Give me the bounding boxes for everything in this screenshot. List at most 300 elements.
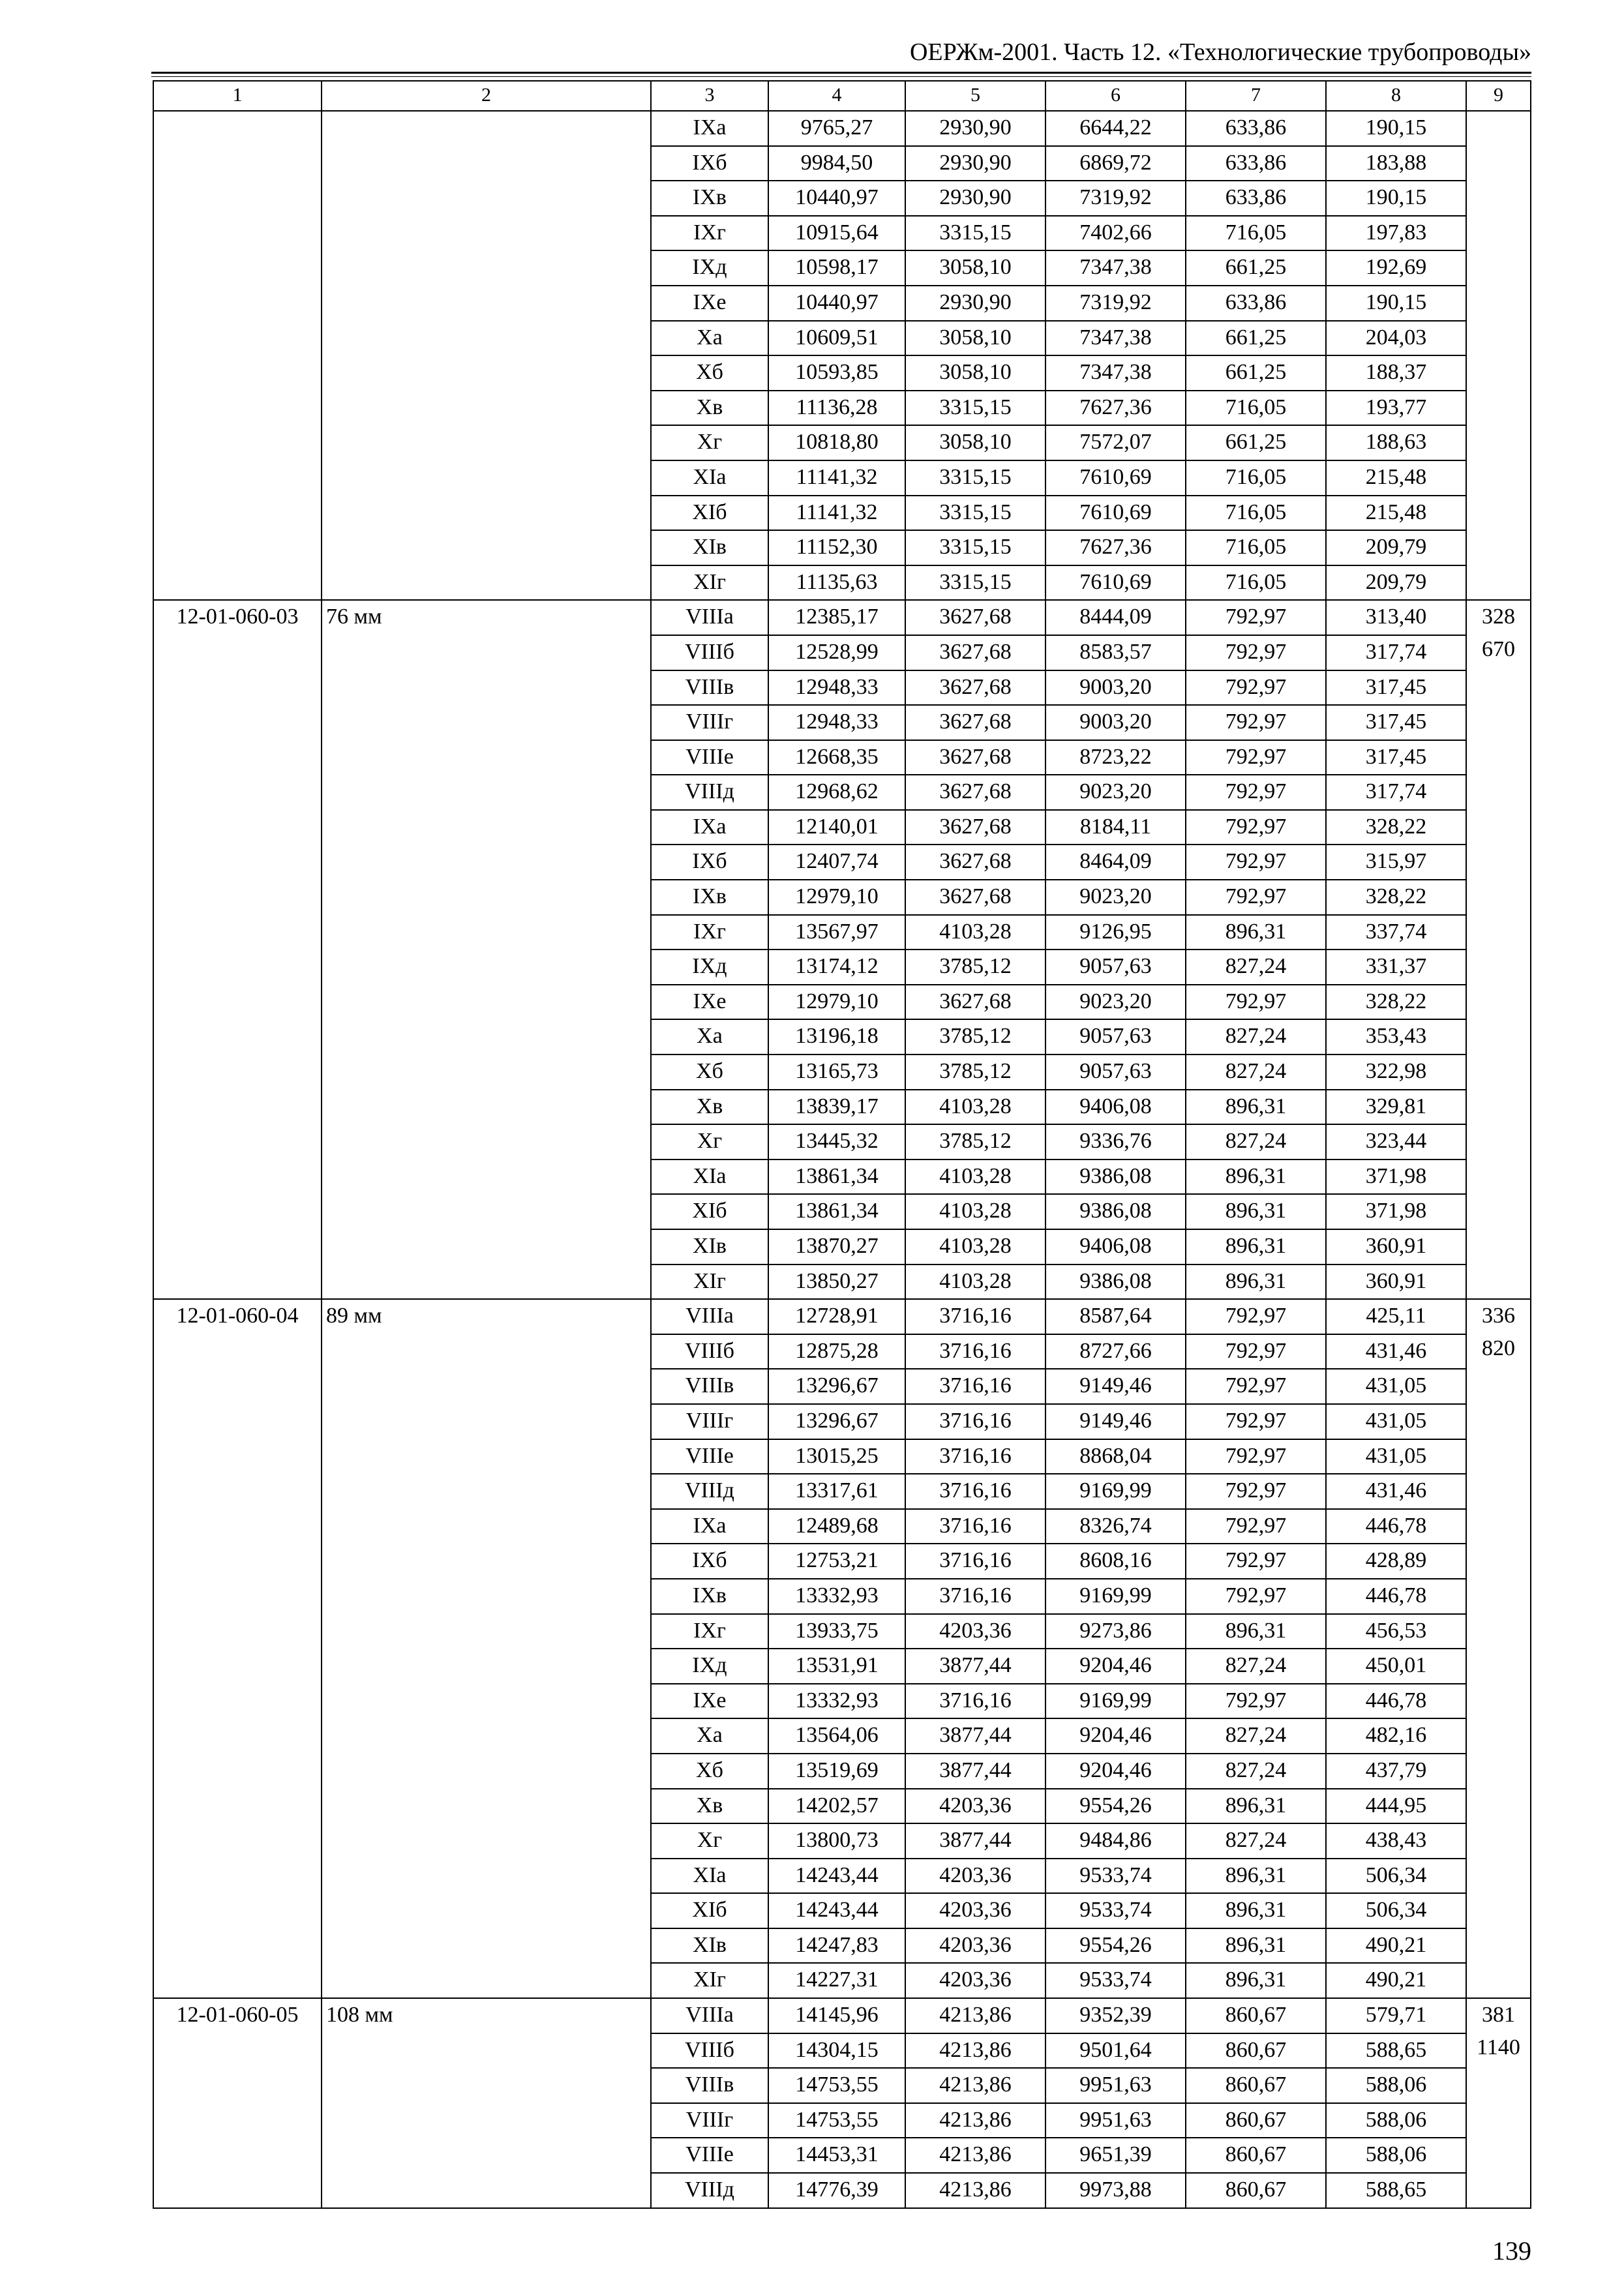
- zone-cell: IXд: [651, 250, 768, 286]
- value-cell: 716,05: [1186, 496, 1326, 531]
- value-cell: 9973,88: [1045, 2173, 1186, 2208]
- value-cell: 190,15: [1326, 111, 1466, 146]
- value-cell: 716,05: [1186, 565, 1326, 601]
- zone-cell: IXе: [651, 286, 768, 321]
- zone-cell: IXа: [651, 1509, 768, 1544]
- value-cell: 7402,66: [1045, 216, 1186, 251]
- value-cell: 792,97: [1186, 1509, 1326, 1544]
- value-cell: 9149,46: [1045, 1369, 1186, 1404]
- value-cell: 13839,17: [768, 1090, 905, 1125]
- value-cell: 860,67: [1186, 1998, 1326, 2033]
- value-cell: 792,97: [1186, 740, 1326, 775]
- value-cell: 3627,68: [905, 985, 1045, 1020]
- value-cell: 13564,06: [768, 1718, 905, 1754]
- value-cell: 331,37: [1326, 950, 1466, 985]
- value-cell: 328,22: [1326, 810, 1466, 845]
- value-cell: 10440,97: [768, 286, 905, 321]
- zone-cell: Xб: [651, 1055, 768, 1090]
- zone-cell: Xа: [651, 321, 768, 356]
- value-cell: 633,86: [1186, 111, 1326, 146]
- value-cell: 13531,91: [768, 1649, 905, 1684]
- value-cell: 827,24: [1186, 950, 1326, 985]
- value-cell: 450,01: [1326, 1649, 1466, 1684]
- value-cell: 3877,44: [905, 1649, 1045, 1684]
- zone-cell: IXд: [651, 1649, 768, 1684]
- table-row: [153, 1299, 1531, 1334]
- value-cell: 8608,16: [1045, 1544, 1186, 1579]
- zone-cell: VIIIв: [651, 2068, 768, 2103]
- zone-cell: XIг: [651, 565, 768, 601]
- value-cell: 13519,69: [768, 1754, 905, 1789]
- value-cell: 3716,16: [905, 1299, 1045, 1334]
- value-cell: 3627,68: [905, 880, 1045, 915]
- value-cell: 3315,15: [905, 216, 1045, 251]
- value-cell: 446,78: [1326, 1579, 1466, 1614]
- zone-cell: IXб: [651, 146, 768, 181]
- value-cell: 425,11: [1326, 1299, 1466, 1334]
- value-cell: 4203,36: [905, 1928, 1045, 1964]
- note-cell: [1466, 600, 1531, 1299]
- value-cell: 3315,15: [905, 496, 1045, 531]
- zone-cell: XIа: [651, 1859, 768, 1894]
- value-cell: 12668,35: [768, 740, 905, 775]
- value-cell: 360,91: [1326, 1264, 1466, 1300]
- column-number: 3: [651, 81, 768, 111]
- value-cell: 3315,15: [905, 565, 1045, 601]
- value-cell: 431,05: [1326, 1439, 1466, 1474]
- value-cell: 431,46: [1326, 1474, 1466, 1509]
- value-cell: 14243,44: [768, 1893, 905, 1928]
- value-cell: 9023,20: [1045, 880, 1186, 915]
- value-cell: 7627,36: [1045, 391, 1186, 426]
- value-cell: 431,05: [1326, 1404, 1466, 1439]
- value-cell: 4203,36: [905, 1963, 1045, 1998]
- value-cell: 4213,86: [905, 2033, 1045, 2069]
- zone-cell: IXг: [651, 216, 768, 251]
- value-cell: 9554,26: [1045, 1789, 1186, 1824]
- value-cell: 4103,28: [905, 1194, 1045, 1229]
- value-cell: 4203,36: [905, 1859, 1045, 1894]
- value-cell: 12140,01: [768, 810, 905, 845]
- value-cell: 188,37: [1326, 355, 1466, 391]
- zone-cell: Xб: [651, 1754, 768, 1789]
- value-cell: 716,05: [1186, 216, 1326, 251]
- zone-cell: XIг: [651, 1963, 768, 1998]
- value-cell: 14453,31: [768, 2138, 905, 2173]
- value-cell: 792,97: [1186, 1579, 1326, 1614]
- zone-cell: Xа: [651, 1019, 768, 1055]
- value-cell: 7572,07: [1045, 425, 1186, 460]
- value-cell: 12979,10: [768, 985, 905, 1020]
- value-cell: 446,78: [1326, 1509, 1466, 1544]
- value-cell: 4103,28: [905, 1090, 1045, 1125]
- column-number: 4: [768, 81, 905, 111]
- value-cell: 3785,12: [905, 1019, 1045, 1055]
- value-cell: 3785,12: [905, 1055, 1045, 1090]
- note-line: 336: [1482, 1304, 1515, 1328]
- value-cell: 4103,28: [905, 915, 1045, 950]
- value-cell: 12979,10: [768, 880, 905, 915]
- value-cell: 4203,36: [905, 1893, 1045, 1928]
- zone-cell: VIIIв: [651, 1369, 768, 1404]
- value-cell: 7610,69: [1045, 565, 1186, 601]
- zone-cell: Xа: [651, 1718, 768, 1754]
- value-cell: 661,25: [1186, 355, 1326, 391]
- value-cell: 7319,92: [1045, 286, 1186, 321]
- note-line: 381: [1482, 2003, 1515, 2027]
- value-cell: 9386,08: [1045, 1264, 1186, 1300]
- value-cell: 313,40: [1326, 600, 1466, 635]
- value-cell: 896,31: [1186, 1159, 1326, 1195]
- value-cell: 3716,16: [905, 1544, 1045, 1579]
- value-cell: 322,98: [1326, 1055, 1466, 1090]
- value-cell: 9533,74: [1045, 1963, 1186, 1998]
- value-cell: 3627,68: [905, 775, 1045, 810]
- value-cell: 9149,46: [1045, 1404, 1186, 1439]
- value-cell: 353,43: [1326, 1019, 1466, 1055]
- value-cell: 896,31: [1186, 1264, 1326, 1300]
- value-cell: 792,97: [1186, 705, 1326, 740]
- zone-cell: VIIIа: [651, 1299, 768, 1334]
- value-cell: 3716,16: [905, 1404, 1045, 1439]
- value-cell: 10915,64: [768, 216, 905, 251]
- value-cell: 3058,10: [905, 250, 1045, 286]
- value-cell: 317,74: [1326, 635, 1466, 670]
- zone-cell: VIIIа: [651, 600, 768, 635]
- value-cell: 3627,68: [905, 600, 1045, 635]
- value-cell: 12948,33: [768, 705, 905, 740]
- value-cell: 4213,86: [905, 2173, 1045, 2208]
- value-cell: 3716,16: [905, 1509, 1045, 1544]
- value-cell: 8464,09: [1045, 845, 1186, 880]
- value-cell: 317,45: [1326, 740, 1466, 775]
- zone-cell: XIг: [651, 1264, 768, 1300]
- zone-cell: VIIIб: [651, 635, 768, 670]
- value-cell: 8326,74: [1045, 1509, 1186, 1544]
- zone-cell: IXб: [651, 1544, 768, 1579]
- value-cell: 8727,66: [1045, 1334, 1186, 1369]
- value-cell: 8583,57: [1045, 635, 1186, 670]
- value-cell: 827,24: [1186, 1718, 1326, 1754]
- zone-cell: VIIIб: [651, 1334, 768, 1369]
- zone-cell: XIа: [651, 460, 768, 496]
- value-cell: 588,06: [1326, 2068, 1466, 2103]
- value-cell: 9204,46: [1045, 1754, 1186, 1789]
- value-cell: 490,21: [1326, 1963, 1466, 1998]
- value-cell: 661,25: [1186, 321, 1326, 356]
- value-cell: 437,79: [1326, 1754, 1466, 1789]
- value-cell: 12875,28: [768, 1334, 905, 1369]
- value-cell: 9386,08: [1045, 1159, 1186, 1195]
- zone-cell: IXе: [651, 1684, 768, 1719]
- value-cell: 215,48: [1326, 496, 1466, 531]
- zone-cell: VIIIг: [651, 1404, 768, 1439]
- value-cell: 9533,74: [1045, 1893, 1186, 1928]
- value-cell: 661,25: [1186, 425, 1326, 460]
- value-cell: 190,15: [1326, 181, 1466, 216]
- value-cell: 12407,74: [768, 845, 905, 880]
- value-cell: 197,83: [1326, 216, 1466, 251]
- header-rule: [151, 72, 1531, 77]
- value-cell: 328,22: [1326, 985, 1466, 1020]
- value-cell: 192,69: [1326, 250, 1466, 286]
- note-cell: [1466, 1299, 1531, 1998]
- zone-cell: XIб: [651, 1194, 768, 1229]
- value-cell: 588,65: [1326, 2173, 1466, 2208]
- value-cell: 9651,39: [1045, 2138, 1186, 2173]
- value-cell: 9169,99: [1045, 1579, 1186, 1614]
- value-cell: 9204,46: [1045, 1718, 1186, 1754]
- value-cell: 13196,18: [768, 1019, 905, 1055]
- column-number: 2: [322, 81, 651, 111]
- zone-cell: IXв: [651, 880, 768, 915]
- value-cell: 9501,64: [1045, 2033, 1186, 2069]
- value-cell: 9023,20: [1045, 775, 1186, 810]
- value-cell: 11136,28: [768, 391, 905, 426]
- column-number: 6: [1045, 81, 1186, 111]
- value-cell: 860,67: [1186, 2138, 1326, 2173]
- value-cell: 13296,67: [768, 1369, 905, 1404]
- value-cell: 633,86: [1186, 146, 1326, 181]
- column-number: 5: [905, 81, 1045, 111]
- value-cell: 3627,68: [905, 740, 1045, 775]
- value-cell: 4103,28: [905, 1264, 1045, 1300]
- value-cell: 13850,27: [768, 1264, 905, 1300]
- value-cell: 11135,63: [768, 565, 905, 601]
- value-cell: 3627,68: [905, 845, 1045, 880]
- value-cell: 13165,73: [768, 1055, 905, 1090]
- zone-cell: IXг: [651, 915, 768, 950]
- value-cell: 7627,36: [1045, 530, 1186, 565]
- value-cell: 9273,86: [1045, 1614, 1186, 1649]
- value-cell: 8723,22: [1045, 740, 1186, 775]
- zone-cell: Xв: [651, 391, 768, 426]
- value-cell: 13567,97: [768, 915, 905, 950]
- value-cell: 456,53: [1326, 1614, 1466, 1649]
- zone-cell: Xг: [651, 1823, 768, 1859]
- value-cell: 209,79: [1326, 530, 1466, 565]
- value-cell: 337,74: [1326, 915, 1466, 950]
- value-cell: 3716,16: [905, 1334, 1045, 1369]
- value-cell: 10440,97: [768, 181, 905, 216]
- value-cell: 4103,28: [905, 1159, 1045, 1195]
- value-cell: 11141,32: [768, 496, 905, 531]
- value-cell: 3716,16: [905, 1439, 1045, 1474]
- value-cell: 3716,16: [905, 1579, 1045, 1614]
- value-cell: 827,24: [1186, 1055, 1326, 1090]
- value-cell: 9554,26: [1045, 1928, 1186, 1964]
- zone-cell: XIа: [651, 1159, 768, 1195]
- zone-cell: VIIIд: [651, 775, 768, 810]
- value-cell: 2930,90: [905, 181, 1045, 216]
- value-cell: 827,24: [1186, 1823, 1326, 1859]
- value-cell: 3058,10: [905, 355, 1045, 391]
- value-cell: 3315,15: [905, 530, 1045, 565]
- note-cell: [1466, 1998, 1531, 2208]
- value-cell: 3716,16: [905, 1369, 1045, 1404]
- column-number: 9: [1466, 81, 1531, 111]
- value-cell: 10593,85: [768, 355, 905, 391]
- value-cell: 13332,93: [768, 1684, 905, 1719]
- table-body: [153, 111, 1531, 2208]
- value-cell: 9336,76: [1045, 1124, 1186, 1159]
- note-line: 1140: [1477, 2035, 1520, 2060]
- value-cell: 10609,51: [768, 321, 905, 356]
- zone-cell: IXе: [651, 985, 768, 1020]
- value-cell: 13861,34: [768, 1194, 905, 1229]
- value-cell: 328,22: [1326, 880, 1466, 915]
- value-cell: 3627,68: [905, 810, 1045, 845]
- value-cell: 12753,21: [768, 1544, 905, 1579]
- value-cell: 896,31: [1186, 1194, 1326, 1229]
- value-cell: 860,67: [1186, 2103, 1326, 2138]
- zone-cell: Xв: [651, 1090, 768, 1125]
- zone-cell: XIв: [651, 530, 768, 565]
- value-cell: 896,31: [1186, 1963, 1326, 1998]
- value-cell: 9204,46: [1045, 1649, 1186, 1684]
- value-cell: 4203,36: [905, 1789, 1045, 1824]
- value-cell: 11152,30: [768, 530, 905, 565]
- value-cell: 896,31: [1186, 1928, 1326, 1964]
- value-cell: 14776,39: [768, 2173, 905, 2208]
- value-cell: 13015,25: [768, 1439, 905, 1474]
- column-number: 1: [153, 81, 322, 111]
- value-cell: 317,45: [1326, 670, 1466, 706]
- table-row: [153, 111, 1531, 146]
- value-cell: 588,06: [1326, 2138, 1466, 2173]
- value-cell: 827,24: [1186, 1754, 1326, 1789]
- zone-cell: IXа: [651, 111, 768, 146]
- value-cell: 9951,63: [1045, 2103, 1186, 2138]
- value-cell: 12489,68: [768, 1509, 905, 1544]
- value-cell: 13800,73: [768, 1823, 905, 1859]
- zone-cell: VIIIе: [651, 2138, 768, 2173]
- value-cell: 446,78: [1326, 1684, 1466, 1719]
- value-cell: 190,15: [1326, 286, 1466, 321]
- value-cell: 792,97: [1186, 670, 1326, 706]
- value-cell: 4213,86: [905, 2138, 1045, 2173]
- value-cell: 9057,63: [1045, 950, 1186, 985]
- value-cell: 13445,32: [768, 1124, 905, 1159]
- value-cell: 827,24: [1186, 1649, 1326, 1684]
- value-cell: 792,97: [1186, 810, 1326, 845]
- value-cell: 792,97: [1186, 880, 1326, 915]
- value-cell: 792,97: [1186, 985, 1326, 1020]
- zone-cell: Xг: [651, 1124, 768, 1159]
- value-cell: 6644,22: [1045, 111, 1186, 146]
- value-cell: 9003,20: [1045, 670, 1186, 706]
- value-cell: 3627,68: [905, 670, 1045, 706]
- value-cell: 792,97: [1186, 1334, 1326, 1369]
- value-cell: 792,97: [1186, 600, 1326, 635]
- value-cell: 7610,69: [1045, 496, 1186, 531]
- value-cell: 2930,90: [905, 146, 1045, 181]
- value-cell: 506,34: [1326, 1859, 1466, 1894]
- page-number: 139: [1492, 2236, 1531, 2266]
- value-cell: 827,24: [1186, 1019, 1326, 1055]
- value-cell: 193,77: [1326, 391, 1466, 426]
- value-cell: 579,71: [1326, 1998, 1466, 2033]
- value-cell: 14227,31: [768, 1963, 905, 1998]
- value-cell: 4203,36: [905, 1614, 1045, 1649]
- value-cell: 11141,32: [768, 460, 905, 496]
- running-header: ОЕРЖм-2001. Часть 12. «Технологические трубопроводы»: [909, 38, 1531, 66]
- value-cell: 329,81: [1326, 1090, 1466, 1125]
- note-cell: [1466, 111, 1531, 600]
- value-cell: 14145,96: [768, 1998, 905, 2033]
- value-cell: 588,06: [1326, 2103, 1466, 2138]
- value-cell: 3877,44: [905, 1754, 1045, 1789]
- table-row: [153, 600, 1531, 635]
- value-cell: 792,97: [1186, 1684, 1326, 1719]
- value-cell: 12385,17: [768, 600, 905, 635]
- value-cell: 7347,38: [1045, 355, 1186, 391]
- value-cell: 7347,38: [1045, 250, 1186, 286]
- value-cell: 3627,68: [905, 705, 1045, 740]
- value-cell: 792,97: [1186, 635, 1326, 670]
- zone-cell: VIIIе: [651, 740, 768, 775]
- value-cell: 8868,04: [1045, 1439, 1186, 1474]
- value-cell: 9169,99: [1045, 1474, 1186, 1509]
- value-cell: 6869,72: [1045, 146, 1186, 181]
- value-cell: 4213,86: [905, 2068, 1045, 2103]
- zone-cell: IXд: [651, 950, 768, 985]
- value-cell: 209,79: [1326, 565, 1466, 601]
- value-cell: 792,97: [1186, 1544, 1326, 1579]
- zone-cell: VIIIа: [651, 1998, 768, 2033]
- column-number-row: [153, 81, 1531, 111]
- value-cell: 204,03: [1326, 321, 1466, 356]
- value-cell: 792,97: [1186, 1404, 1326, 1439]
- value-cell: 10818,80: [768, 425, 905, 460]
- value-cell: 9057,63: [1045, 1055, 1186, 1090]
- value-cell: 4103,28: [905, 1229, 1045, 1264]
- rate-name: [322, 111, 651, 600]
- value-cell: 14304,15: [768, 2033, 905, 2069]
- value-cell: 428,89: [1326, 1544, 1466, 1579]
- column-number: 7: [1186, 81, 1326, 111]
- value-cell: 13296,67: [768, 1404, 905, 1439]
- value-cell: 827,24: [1186, 1124, 1326, 1159]
- rate-code: 12-01-060-04: [153, 1299, 322, 1998]
- value-cell: 7610,69: [1045, 460, 1186, 496]
- value-cell: 633,86: [1186, 286, 1326, 321]
- value-cell: 9169,99: [1045, 1684, 1186, 1719]
- rate-code: 12-01-060-03: [153, 600, 322, 1299]
- value-cell: 13933,75: [768, 1614, 905, 1649]
- value-cell: 506,34: [1326, 1893, 1466, 1928]
- value-cell: 9057,63: [1045, 1019, 1186, 1055]
- value-cell: 9533,74: [1045, 1859, 1186, 1894]
- value-cell: 360,91: [1326, 1229, 1466, 1264]
- value-cell: 183,88: [1326, 146, 1466, 181]
- value-cell: 13861,34: [768, 1159, 905, 1195]
- value-cell: 13317,61: [768, 1474, 905, 1509]
- value-cell: 3058,10: [905, 321, 1045, 356]
- rate-code: 12-01-060-05: [153, 1998, 322, 2208]
- zone-cell: Xв: [651, 1789, 768, 1824]
- value-cell: 896,31: [1186, 1614, 1326, 1649]
- zone-cell: XIв: [651, 1928, 768, 1964]
- value-cell: 3716,16: [905, 1474, 1045, 1509]
- value-cell: 317,74: [1326, 775, 1466, 810]
- value-cell: 3315,15: [905, 391, 1045, 426]
- rate-name: 108 мм: [322, 1998, 651, 2208]
- value-cell: 3785,12: [905, 950, 1045, 985]
- zone-cell: XIб: [651, 1893, 768, 1928]
- value-cell: 371,98: [1326, 1159, 1466, 1195]
- zone-cell: VIIIг: [651, 705, 768, 740]
